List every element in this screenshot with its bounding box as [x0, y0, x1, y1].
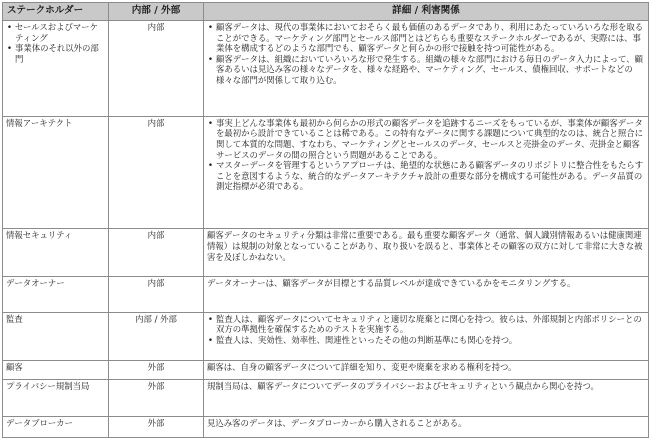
table-row — [3, 360, 649, 379]
details-item: • 監査人は、顧客データについてセキュリティと適切な廃棄とに関心を持つ。彼らは、外部規制と内部ポリシーとの双方の準拠性を確保するためのテストを実施する。 — [207, 314, 645, 335]
scope-cell: 内部 — [109, 116, 204, 229]
stakeholder-cell: データオーナー — [3, 277, 109, 312]
details-item: • 監査人は、実効性、効率性、関連性といったその他の判断基準にも関心を持つ。 — [207, 335, 645, 346]
stakeholder-cell: 監査 — [3, 312, 109, 360]
header-details: 詳細 / 利害関係 — [204, 3, 649, 21]
details-text: データオーナーは、顧客データが目標とする品質レベルが達成できているかをモニタリングする。 — [207, 278, 576, 289]
details-cell — [204, 312, 649, 360]
stakeholder-item: • 事業体のそれ以外の部門 — [6, 43, 105, 64]
details-item: • マスターデータを管理するというアプローチは、絶望的な状態にある顧客データのリポジトリに整合性をもたらすことを意図するような、統合的なデータアーキテクチャ設計の重要な部分を構成する可能性がある。データ品質の測定指標が必須である。 — [207, 160, 645, 192]
stakeholder-list — [6, 22, 105, 64]
scope-cell: 内部 / 外部 — [109, 312, 204, 360]
scope-cell: 内部 — [109, 277, 204, 312]
details-text: 顧客は、自身の顧客データについて詳細を知り、変更や廃棄を求める権利を持つ。 — [207, 361, 517, 372]
scope-cell: 内部 — [109, 21, 204, 117]
details-list — [207, 314, 645, 346]
table-row — [3, 229, 649, 277]
stakeholder-cell: 顧客 — [3, 360, 109, 379]
details-cell — [204, 360, 649, 379]
stakeholder-table — [2, 2, 649, 438]
stakeholder-item: • セールスおよびマーケティング — [6, 22, 105, 43]
scope-cell: 内部 — [109, 229, 204, 277]
details-cell — [204, 116, 649, 229]
stakeholder-cell: 情報アーキテクト — [3, 116, 109, 229]
details-text: 顧客データのセキュリティ分類は非常に重要である。最も重要な顧客データ（通常、個人識別情報あるいは健康関連情報）は規制の対象となっていることがあり、取り扱いを誤ると、事業体とその顧客の双方に対して非常に大きな被害を及ぼしかねない。 — [207, 230, 643, 262]
details-cell — [204, 277, 649, 312]
table-header — [3, 3, 649, 21]
table-row — [3, 21, 649, 117]
header-scope: 内部 / 外部 — [109, 3, 204, 21]
details-list — [207, 22, 645, 85]
details-text: 規制当局は、顧客データについてデータのプライバシーおよびセキュリティという観点から関心を持つ。 — [207, 380, 599, 391]
table-row — [3, 379, 649, 417]
table-body — [3, 21, 649, 438]
stakeholder-cell — [3, 21, 109, 117]
details-item: • 顧客データは、現代の事業体においておそらく最も価値のあるデータであり、利用にあたっていろいろな形を取ることができる。マーケティング部門とセールス部門とはどちらも重要なステークホルダーであるが、実際には、事業体を構成するどのような部門でも、顧客データと何らかの形で接触を持つ可能性がある。 — [207, 22, 645, 54]
table-row — [3, 312, 649, 360]
details-cell — [204, 417, 649, 438]
details-text: 見込み客のデータは、データブローカーから購入されることがある。 — [207, 418, 467, 429]
details-cell — [204, 379, 649, 417]
header-stakeholder: ステークホルダー — [3, 3, 109, 21]
table-row — [3, 277, 649, 312]
details-cell — [204, 21, 649, 117]
details-item: • 事実上どんな事業体も最初から何らかの形式の顧客データを追跡するニーズをもっているが、事業体が顧客データを最初から設計できていることは稀である。この特有なデータに関する課題について典型的なのは、統合と照合に関して本質的な問題、すなわち、マーケティングとセールスのデータ、セールスと売掛金のデータ、売掛金と顧客サービスのデータの間の照合という問題があることである。 — [207, 118, 645, 160]
scope-cell: 外部 — [109, 379, 204, 417]
scope-cell: 外部 — [109, 360, 204, 379]
details-item: • 顧客データは、組織においていろいろな形で発生する。組織の様々な部門における毎日のデータ入力によって、顧客あるいは見込み客の様々なデータを、様々な経路や、マーケティング、セールス、債権回収、サポートなどの様々な部門が関係して取り込む。 — [207, 54, 645, 86]
stakeholder-cell: データブローカー — [3, 417, 109, 438]
table-row — [3, 116, 649, 229]
header-row — [3, 3, 649, 21]
scope-cell: 外部 — [109, 417, 204, 438]
details-list — [207, 118, 645, 192]
table-row — [3, 417, 649, 438]
stakeholder-cell: プライバシー規制当局 — [3, 379, 109, 417]
details-cell — [204, 229, 649, 277]
stakeholder-cell: 情報セキュリティ — [3, 229, 109, 277]
